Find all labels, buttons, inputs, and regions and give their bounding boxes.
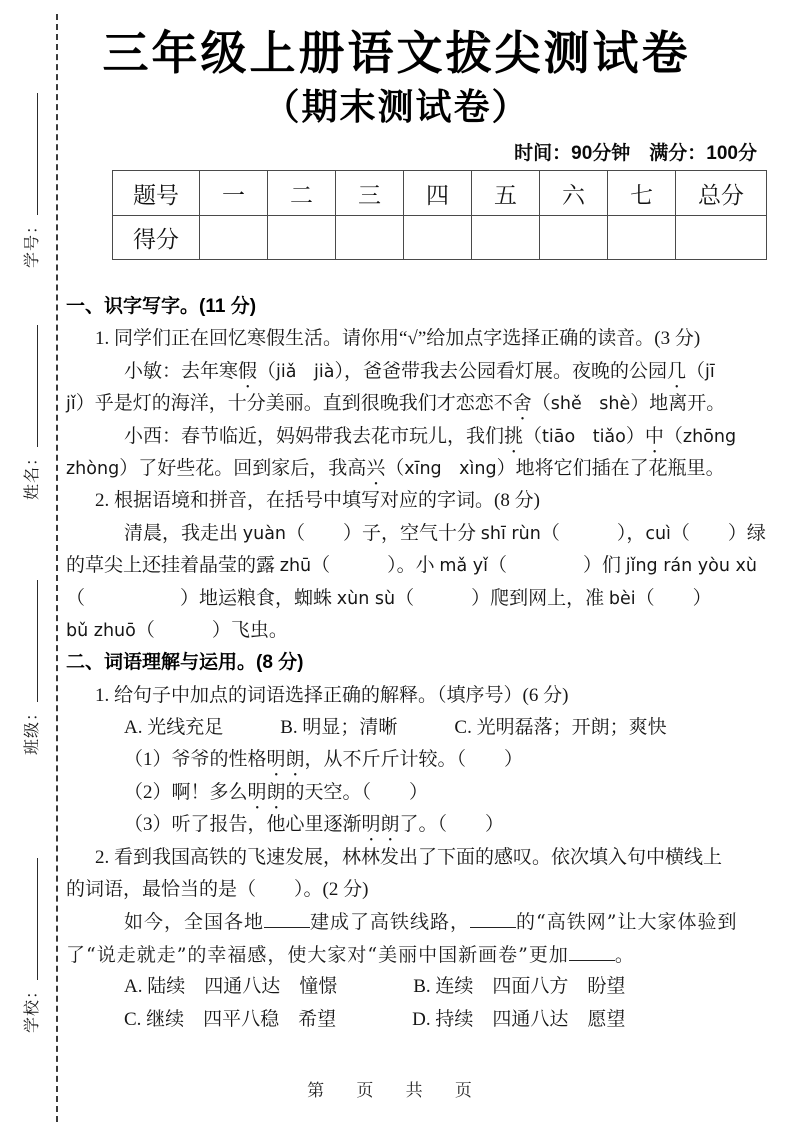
fill-in-blank — [264, 912, 310, 928]
fill-in-blank — [569, 945, 615, 961]
text-span: 二、词语理解与运用。(8 分) — [66, 652, 304, 674]
pinyin-text: xùn sù — [336, 588, 396, 609]
text-span: ），爸爸带我去公园看灯展。夜晚的公园 — [334, 360, 667, 382]
text-line — [66, 971, 780, 1003]
score-value-cell-3 — [336, 216, 404, 260]
class-blank — [23, 580, 38, 702]
student-id-field — [10, 78, 50, 268]
text-line — [66, 518, 780, 550]
pinyin-text: jǐng rán yòu xù — [625, 556, 757, 577]
text-span: （3）听了报告，他心里逐渐 — [124, 814, 362, 836]
student-name-label: 姓名： — [23, 448, 41, 500]
school-label: 学校： — [23, 981, 41, 1033]
score-header-cell-2: 二 — [268, 171, 336, 216]
text-span: 的草尖上还挂着晶莹的露 — [66, 555, 280, 577]
text-span: 了。（ ） — [399, 814, 505, 836]
text-span: ，从不斤斤计较。（ ） — [304, 749, 524, 771]
paper-subtitle: （期末测试卷） — [263, 86, 530, 128]
score-value-cell-4 — [404, 216, 472, 260]
student-id-label: 学号： — [23, 216, 41, 268]
school-blank — [23, 858, 38, 980]
section-heading — [66, 647, 780, 679]
text-line — [66, 550, 780, 582]
text-span: （ — [531, 393, 551, 415]
score-header-cell-8: 总分 — [676, 171, 767, 216]
text-span: ）了好些花。回到家后，我高 — [119, 457, 367, 479]
text-span: ）地离开。 — [630, 393, 726, 415]
text-span: 的词语，最恰当的是（ ）。(2 分) — [66, 879, 369, 901]
text-line — [66, 421, 780, 453]
text-span: A. 光线充足 B. 明显；清晰 C. 光明磊落；开朗；爽快 — [124, 717, 667, 739]
text-line — [66, 485, 780, 517]
emphasized-char: 挑 — [504, 425, 524, 447]
fill-in-blank — [470, 912, 516, 928]
text-span: （ ）， — [540, 522, 646, 544]
emphasized-char: 几 — [666, 360, 686, 382]
text-span: 2. 根据语境和拼音，在括号中填写对应的字词。(8 分) — [95, 490, 540, 512]
text-span: 如今，全国各地 — [124, 911, 265, 934]
page-footer: 第 页 共 页 — [307, 1081, 486, 1100]
school-field — [10, 843, 50, 1033]
text-line — [66, 583, 780, 615]
text-line — [66, 453, 780, 485]
text-span: 2. 看到我国高铁的飞速发展，林林发出了下面的感叹。依次填入句中横线上 — [95, 846, 723, 868]
section-heading — [66, 291, 780, 323]
text-span: 1. 同学们正在回忆寒假生活。请你用“√”给加点字选择正确的读音。(3 分) — [95, 328, 701, 350]
score-header-cell-7: 七 — [608, 171, 676, 216]
student-name-field — [10, 310, 50, 500]
text-span: （ — [385, 457, 405, 479]
emphasized-char: 假 — [238, 360, 258, 382]
text-span: 清晨，我走出 — [124, 522, 243, 544]
text-line — [66, 680, 780, 712]
text-line — [66, 323, 780, 355]
pinyin-text: jī — [705, 361, 715, 382]
score-value-cell-8 — [676, 216, 767, 260]
pinyin-text: bǔ zhuō — [66, 620, 136, 641]
content-lines — [66, 291, 780, 1036]
text-line — [66, 615, 780, 647]
text-span: ）地将它们插在了花瓶里。 — [496, 457, 725, 479]
class-label: 班级： — [23, 703, 41, 755]
text-span: C. 继续 四平八稳 希望 D. 持续 四通八达 愿望 — [124, 1008, 626, 1030]
text-span: （ ）们 — [487, 555, 626, 577]
text-span: （ ）绿 — [670, 522, 766, 544]
text-line — [66, 939, 780, 971]
score-header-cell-1: 一 — [200, 171, 268, 216]
text-line — [66, 712, 780, 744]
text-span: （ ）飞虫。 — [135, 619, 288, 641]
emphasized-char: 明朗 — [247, 781, 286, 803]
emphasized-char: 中 — [644, 425, 664, 447]
text-span: （ — [523, 425, 543, 447]
pinyin-text: bèi — [608, 588, 636, 609]
pinyin-text: shě shè — [550, 394, 631, 415]
pinyin-text: jǐ — [66, 394, 76, 415]
score-header-cell-6: 六 — [540, 171, 608, 216]
pinyin-text: zhōng — [682, 426, 737, 447]
pinyin-text: jiǎ jià — [276, 361, 335, 382]
score-value-cell-2 — [268, 216, 336, 260]
text-span: （ — [663, 425, 683, 447]
text-line — [66, 874, 780, 906]
text-span: （1）爷爷的性格 — [124, 749, 267, 771]
pinyin-text: shī rùn — [480, 523, 541, 544]
text-span: ）乎是灯的海洋，十分美丽。直到很晚我们才恋恋不 — [75, 393, 513, 415]
score-value-cell-5 — [472, 216, 540, 260]
pinyin-text: zhòng — [66, 458, 120, 479]
score-value-cell-0: 得分 — [113, 216, 200, 260]
text-span: （ ）爬到网上，准 — [395, 587, 609, 609]
text-span: （ ）。小 — [311, 555, 440, 577]
emphasized-char: 舍 — [512, 393, 532, 415]
score-value-cell-1 — [200, 216, 268, 260]
text-span: （2）啊！多么 — [124, 781, 248, 803]
text-line — [66, 388, 780, 420]
text-line — [66, 356, 780, 388]
emphasized-char: 明朗 — [361, 814, 400, 836]
emphasized-char: 兴 — [366, 457, 386, 479]
text-span: 小西：春节临近，妈妈带我去花市玩儿，我们 — [124, 425, 505, 447]
text-span: （ ）子，空气十分 — [286, 522, 481, 544]
text-span: ） — [625, 425, 645, 447]
pinyin-text: tiāo tiǎo — [542, 426, 626, 447]
score-value-cell-6 — [540, 216, 608, 260]
score-header-cell-3: 三 — [336, 171, 404, 216]
text-span: （ ） — [635, 587, 712, 609]
text-line — [66, 1004, 780, 1036]
text-span: 了“说走就走”的幸福感，使大家对“美丽中国新画卷”更加 — [66, 943, 569, 966]
text-line — [66, 777, 780, 809]
text-span: A. 陆续 四通八达 憧憬 B. 连续 四面八方 盼望 — [124, 976, 626, 998]
text-line — [66, 809, 780, 841]
text-line — [66, 744, 780, 776]
pinyin-text: cuì — [645, 523, 671, 544]
pinyin-text: mǎ yǐ — [439, 556, 488, 577]
time-and-score-info: 时间：90分钟 满分：100分 — [514, 143, 757, 165]
score-header-cell-4: 四 — [404, 171, 472, 216]
text-span: （ — [685, 360, 705, 382]
text-span: 的“高铁网”让大家体验到 — [516, 911, 738, 934]
text-line — [66, 842, 780, 874]
score-value-cell-7 — [608, 216, 676, 260]
text-span: 一、识字写字。(11 分) — [66, 296, 257, 317]
student-name-blank — [23, 325, 38, 447]
text-span: 的天空。（ ） — [285, 781, 429, 803]
paper-title: 三年级上册语文拔尖测试卷 — [102, 27, 691, 79]
text-line — [66, 906, 780, 938]
emphasized-char: 明朗 — [266, 749, 305, 771]
seal-dashed-line — [56, 14, 58, 1122]
student-id-blank — [23, 93, 38, 215]
score-header-cell-0: 题号 — [113, 171, 200, 216]
class-field — [10, 565, 50, 755]
text-span: 小敏：去年寒 — [124, 360, 239, 382]
text-span: （ — [257, 360, 277, 382]
pinyin-text: xīng xìng — [404, 458, 497, 479]
paper-header — [0, 0, 793, 165]
score-header-cell-5: 五 — [472, 171, 540, 216]
text-span: （ ）地运粮食，蜘蛛 — [66, 587, 337, 609]
score-table — [112, 170, 767, 260]
pinyin-text: yuàn — [242, 523, 287, 544]
text-span: 1. 给句子中加点的词语选择正确的解释。（填序号）(6 分) — [95, 684, 569, 706]
text-span: 。 — [614, 943, 635, 966]
pinyin-text: zhū — [279, 556, 312, 577]
text-span: 建成了高铁线路， — [310, 911, 471, 934]
